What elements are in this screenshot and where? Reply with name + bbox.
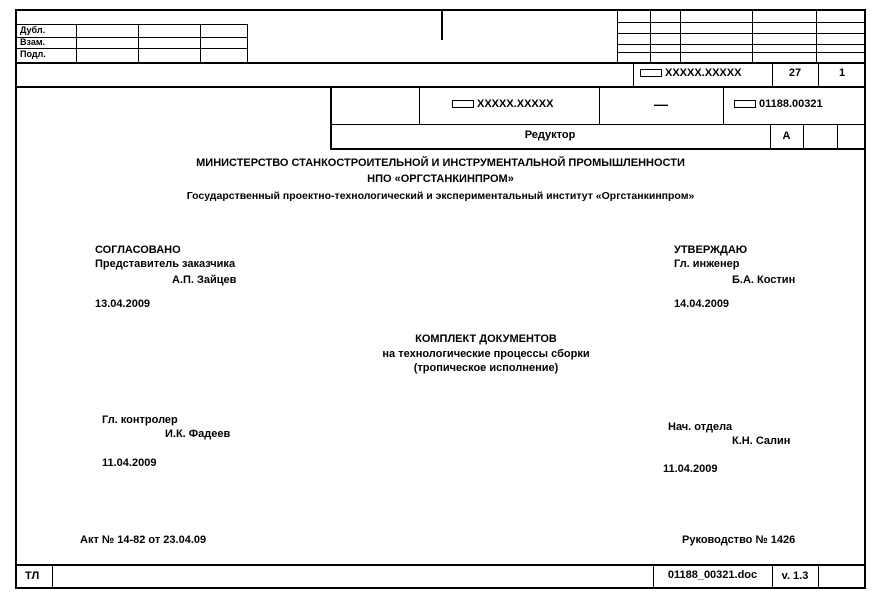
rectangle-icon: [640, 69, 662, 77]
agreed-name: А.П. Зайцев: [172, 274, 237, 286]
institute: Государственный проектно-технологический и экспериментальный институт «Оргстанкинпром»: [186, 190, 695, 202]
dash: —: [654, 96, 668, 112]
agreed-date: 13.04.2009: [95, 298, 151, 310]
doc-code-2: XXXXX.XXXXX: [452, 98, 553, 110]
product-name: Редуктор: [524, 129, 576, 141]
npo: НПО «ОРГСТАНКИНПРОМ»: [367, 173, 514, 185]
approved-title: УТВЕРЖДАЮ: [674, 244, 748, 256]
doc-code-1: XXXXX.XXXXX: [640, 67, 741, 79]
controller-name: И.К. Фадеев: [165, 428, 231, 440]
set-line1: на технологические процессы сборки: [382, 348, 590, 360]
row-label-podl: Подл.: [20, 49, 46, 59]
set-title-text: КОМПЛЕКТ ДОКУМЕНТОВ: [415, 333, 557, 345]
row-label-dubl: Дубл.: [20, 25, 46, 35]
dept-head-date: 11.04.2009: [663, 463, 718, 475]
rectangle-icon: [452, 100, 474, 108]
sheet-number: 27: [788, 67, 802, 79]
agreed-role: Представитель заказчика: [95, 258, 236, 270]
rectangle-icon: [734, 100, 756, 108]
footer-version: v. 1.3: [781, 570, 809, 582]
center-mark: [441, 9, 443, 40]
approved-role: Гл. инженер: [674, 258, 740, 270]
ministry: МИНИСТЕРСТВО СТАНКОСТРОИТЕЛЬНОЙ И ИНСТРУМЕНТАЛЬНОЙ ПРОМЫШЛЕННОСТИ: [196, 157, 685, 169]
letter: А: [782, 130, 791, 142]
controller-role: Гл. контролер: [102, 414, 178, 426]
guide: Руководство № 1426: [682, 534, 796, 546]
row-label-vzam: Взам.: [20, 37, 46, 47]
approved-date: 14.04.2009: [674, 298, 730, 310]
act: Акт № 14-82 от 23.04.09: [80, 534, 207, 546]
dept-head-role: Нач. отдела: [668, 421, 733, 433]
approved-name: Б.А. Костин: [732, 274, 796, 286]
dept-head-name: К.Н. Салин: [732, 435, 791, 447]
footer-file: 01188_00321.doc: [667, 569, 758, 581]
doc-code-3: 01188.00321: [734, 98, 823, 110]
set-line2: (тропическое исполнение): [413, 362, 559, 374]
footer-code: ТЛ: [25, 570, 40, 582]
sheets-total: 1: [838, 67, 846, 79]
agreed-title: СОГЛАСОВАНО: [95, 244, 181, 256]
controller-date: 11.04.2009: [102, 457, 157, 469]
